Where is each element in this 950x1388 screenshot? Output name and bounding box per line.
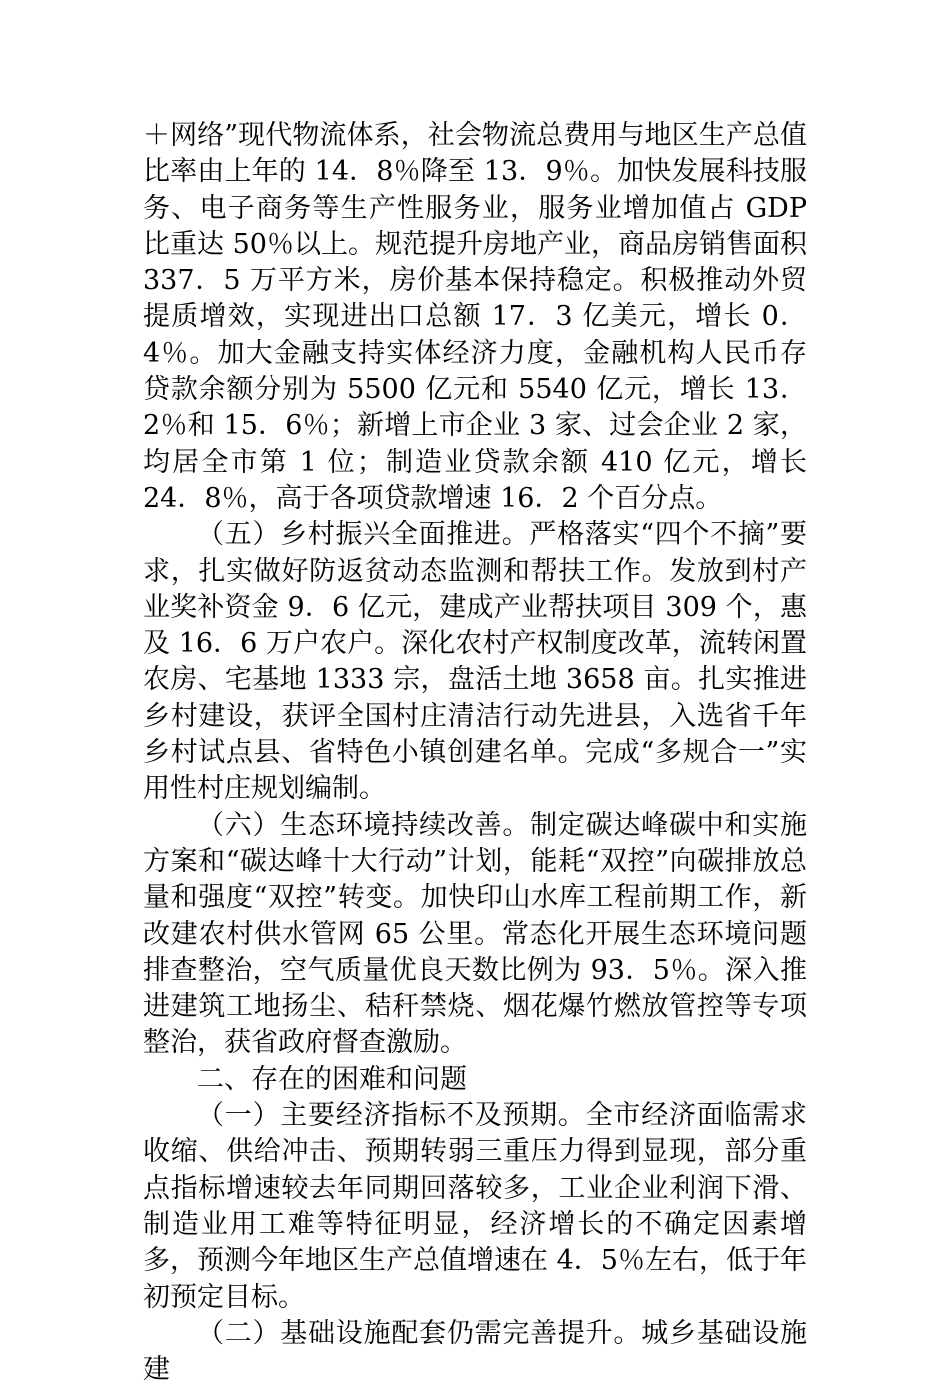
paragraph-economic-indicators: （一）主要经济指标不及预期。全市经济面临需求收缩、供给冲击、预期转弱三重压力得到显现，部分重点指标增速较去年同期回落较多，工业企业利润下滑、制造业用工难等特征明显，经济增长的不确定因素增多，预测今年地区生产总值增速在 4．5％左右，低于年初预定目标。 (143, 1100, 807, 1313)
paragraph-rural-revitalization: （五）乡村振兴全面推进。严格落实“四个不摘”要求，扎实做好防返贫动态监测和帮扶工作。发放到村产业奖补资金 9．6 亿元，建成产业帮扶项目 309 个，惠及 16．6 万户农户。深化农村产权制度改革，流转闲置农房、宅基地 1333 宗，盘活土地 3658 亩。扎实推进乡村建设，获评全国村庄清洁行动先进县，入选省千年乡村试点县、省特色小镇创建名单。完成“多规合一”实用性村庄规划编制。 (143, 519, 807, 805)
document-body (143, 118, 807, 1388)
paragraph-infrastructure: （二）基础设施配套仍需完善提升。城乡基础设施建 (143, 1317, 807, 1386)
paragraph-continuation: ＋网络”现代物流体系，社会物流总费用与地区生产总值比率由上年的 14．8％降至 13．9％。加快发展科技服务、电子商务等生产性服务业，服务业增加值占 GDP 比重达 50％以上。规范提升房地产业，商品房销售面积 337．5 万平方米，房价基本保持稳定。积极推动外贸提质增效，实现进出口总额 17．3 亿美元，增长 0．4％。加大金融支持实体经济力度，金融机构人民币存贷款余额分别为 5500 亿元和 5540 亿元，增长 13．2％和 15．6％；新增上市企业 3 家、过会企业 2 家，均居全市第 1 位；制造业贷款余额 410 亿元，增长 24．8％，高于各项贷款增速 16．2 个百分点。 (143, 120, 807, 514)
section-heading-problems: 二、存在的困难和问题 (197, 1063, 467, 1095)
paragraph-ecology: （六）生态环境持续改善。制定碳达峰碳中和实施方案和“碳达峰十大行动”计划，能耗“双控”向碳排放总量和强度“双控”转变。加快印山水库工程前期工作，新改建农村供水管网 65 公里。常态化开展生态环境问题排查整治，空气质量优良天数比例为 93．5％。深入推进建筑工地扬尘、秸秆禁烧、烟花爆竹燃放管控等专项整治，获省政府督查激励。 (143, 809, 807, 1059)
